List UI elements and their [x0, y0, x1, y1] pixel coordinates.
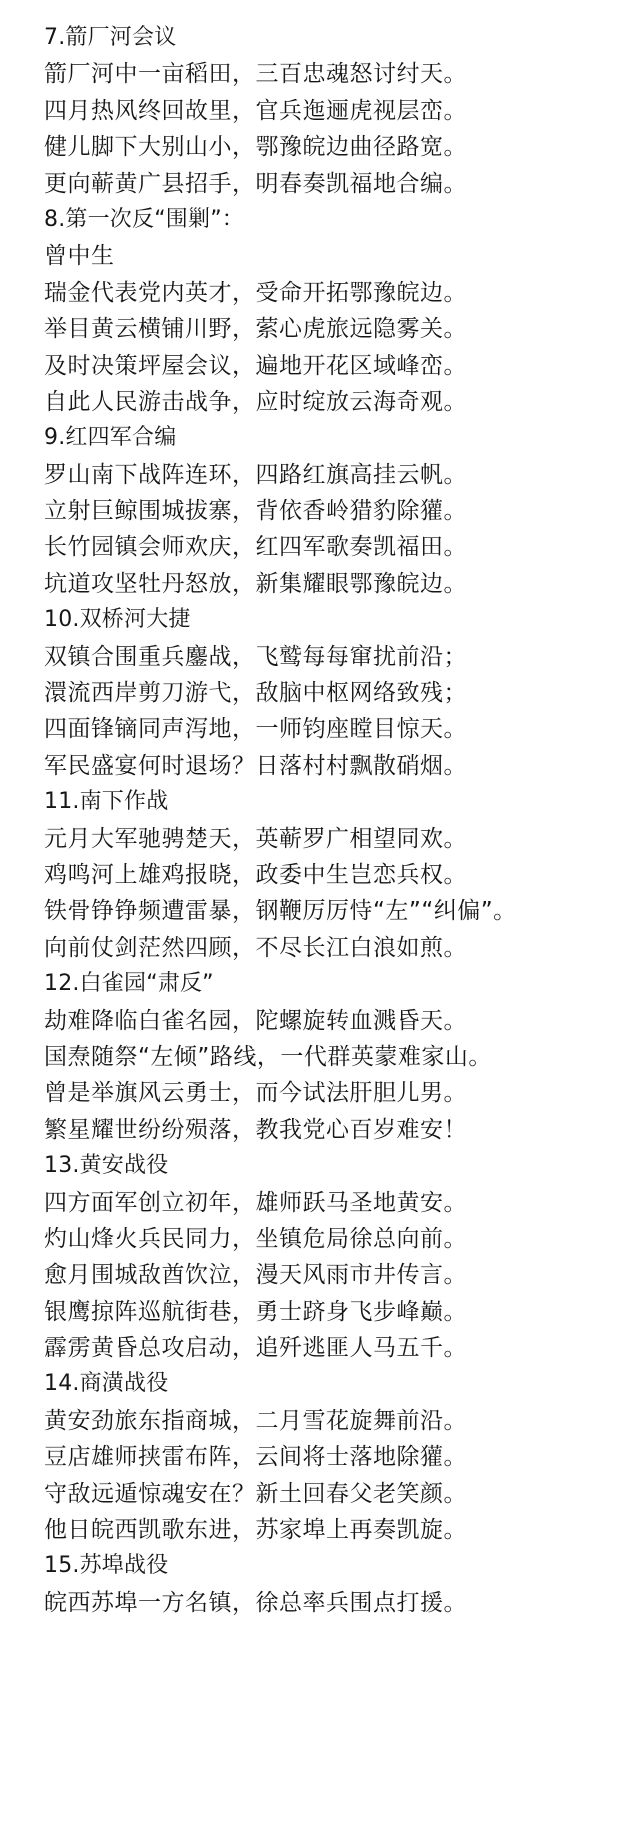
poem-line: 霹雳黄昏总攻启动，追歼逃匪人马五千。	[44, 1335, 467, 1362]
poem-line: 他日皖西凯歌东进，苏家埠上再奏凯旋。	[44, 1517, 467, 1544]
poem-line: 军民盛宴何时退场？日落村村飘散硝烟。	[44, 752, 467, 779]
poem-section-7	[44, 20, 634, 202]
poem-line: 元月大军驰骋楚天，英蕲罗广相望同欢。	[44, 825, 467, 852]
poem-section-13	[44, 1148, 634, 1366]
poem-section-10	[44, 602, 634, 784]
poem-line: 繁星耀世纷纷殒落，教我党心百岁难安！	[44, 1116, 467, 1143]
poem-line: 鸡鸣河上雄鸡报晓，政委中生岂恋兵权。	[44, 861, 467, 888]
section-heading: 13.黄安战役	[44, 1153, 169, 1179]
section-heading: 15.苏埠战役	[44, 1553, 169, 1579]
poem-line: 豆店雄师挟雷布阵，云间将士落地除獾。	[44, 1444, 467, 1471]
poem-section-11	[44, 784, 634, 966]
poem-line: 四月热风终回故里，官兵迤逦虎视层峦。	[44, 97, 467, 124]
poem-line: 举目黄云横铺川野，萦心虎旅远隐雾关。	[44, 316, 467, 343]
poem-line: 皖西苏埠一方名镇，徐总率兵围点打援。	[44, 1589, 467, 1616]
poem-document	[44, 20, 634, 1621]
poem-line: 立射巨鲸围城拔寨，背依香岭猎豹除獾。	[44, 498, 467, 525]
poem-line: 自此人民游击战争，应时绽放云海奇观。	[44, 388, 467, 415]
section-heading: 8.第一次反“围剿”：	[44, 206, 244, 232]
poem-line: 瑞金代表党内英才，受命开拓鄂豫皖边。	[44, 279, 467, 306]
poem-line: 愈月围城敌酋饮泣，漫天风雨市井传言。	[44, 1262, 467, 1289]
poem-line: 罗山南下战阵连环，四路红旗高挂云帆。	[44, 461, 467, 488]
section-heading: 7.箭厂河会议	[44, 25, 177, 50]
poem-section-9	[44, 420, 634, 602]
section-heading: 10.双桥河大捷	[44, 607, 191, 633]
section-heading: 9.红四军合编	[44, 425, 177, 451]
poem-line: 箭厂河中一亩稻田，三百忠魂怒讨纣天。	[44, 61, 467, 88]
poem-line: 更向蕲黄广县招手，明春奏凯福地合编。	[44, 170, 467, 197]
poem-line: 黄安劲旅东指商城，二月雪花旋舞前沿。	[44, 1407, 467, 1434]
poem-line: 长竹园镇会师欢庆，红四军歌奏凯福田。	[44, 534, 467, 561]
poem-line: 劫难降临白雀名园，陀螺旋转血溅昏天。	[44, 1007, 467, 1034]
section-heading: 14.商潢战役	[44, 1371, 169, 1397]
poem-subheading: 曾中生	[44, 243, 115, 270]
section-heading: 11.南下作战	[44, 789, 169, 815]
poem-section-15	[44, 1548, 634, 1621]
poem-line: 澴流西岸剪刀游弋，敌脑中枢网络致残；	[44, 680, 467, 707]
poem-line: 四方面军创立初年，雄师跃马圣地黄安。	[44, 1189, 467, 1216]
poem-section-12	[44, 966, 634, 1148]
poem-line: 双镇合围重兵鏖战，飞鹫每每窜扰前沿；	[44, 643, 467, 670]
poem-line: 及时决策坪屋会议，遍地开花区域峰峦。	[44, 352, 467, 379]
poem-line: 铁骨铮铮频遭雷暴，钢鞭厉厉恃“左”“纠偏”。	[44, 898, 517, 925]
poem-section-8	[44, 202, 634, 420]
poem-line: 灼山烽火兵民同力，坐镇危局徐总向前。	[44, 1225, 467, 1252]
poem-line: 国焘随祭“左倾”路线，一代群英蒙难家山。	[44, 1043, 492, 1070]
poem-line: 守敌远遁惊魂安在？新土回春父老笑颜。	[44, 1480, 467, 1507]
poem-line: 健儿脚下大别山小，鄂豫皖边曲径路宽。	[44, 134, 467, 161]
poem-section-14	[44, 1366, 634, 1548]
poem-line: 银鹰掠阵巡航街巷，勇士跻身飞步峰巅。	[44, 1298, 467, 1325]
poem-line: 向前仗剑茫然四顾，不尽长江白浪如煎。	[44, 934, 467, 961]
section-heading: 12.白雀园“肃反”	[44, 971, 214, 997]
poem-line: 四面锋镝同声泻地，一师钧座瞠目惊天。	[44, 716, 467, 743]
poem-line: 曾是举旗风云勇士，而今试法肝胆儿男。	[44, 1080, 467, 1107]
poem-line: 坑道攻坚牡丹怒放，新集耀眼鄂豫皖边。	[44, 570, 467, 597]
